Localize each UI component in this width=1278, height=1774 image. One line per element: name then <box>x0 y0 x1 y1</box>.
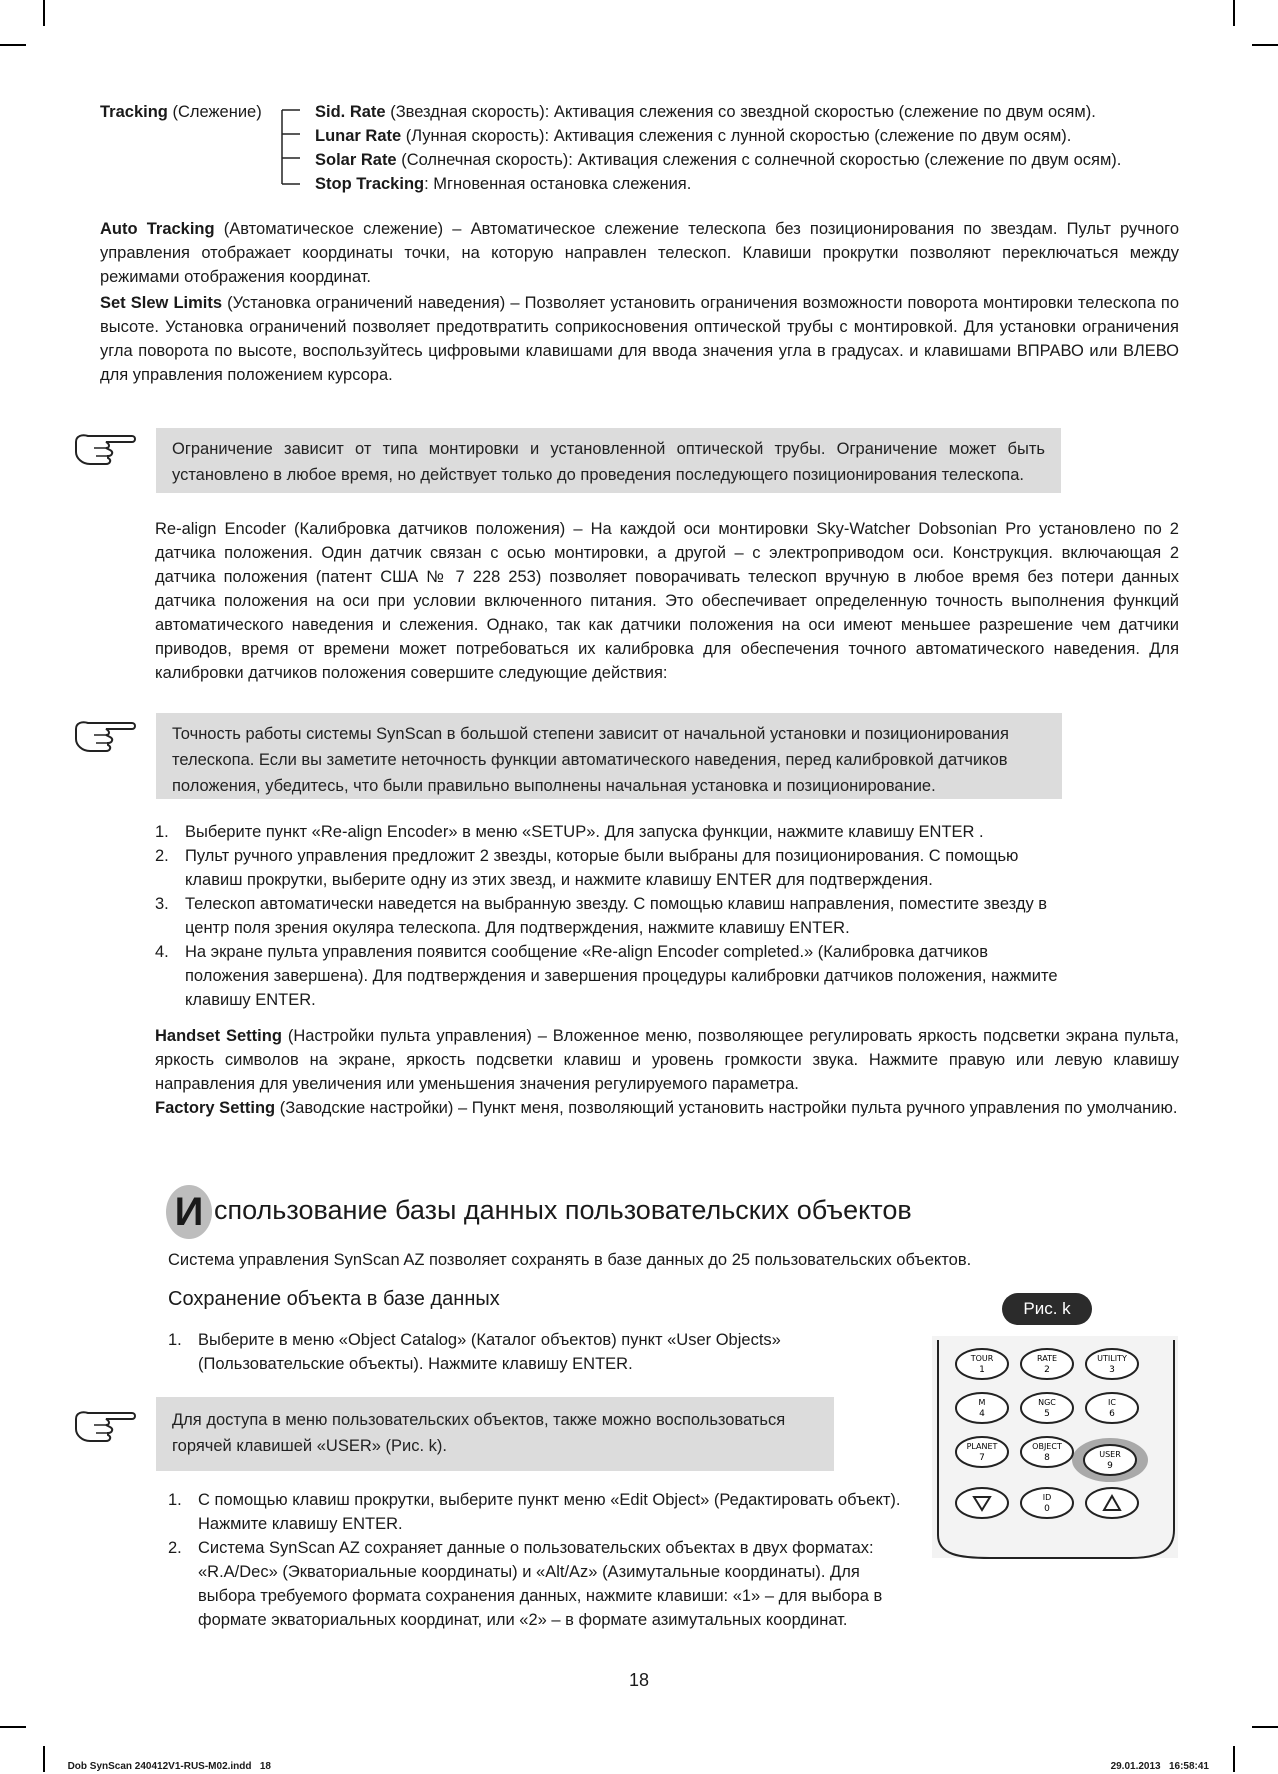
crop-mark <box>1252 44 1278 46</box>
page-number: 18 <box>628 1670 650 1690</box>
svg-text:TOUR: TOUR <box>970 1354 994 1363</box>
crop-mark <box>1233 0 1235 26</box>
tracking-tree-lines <box>280 100 304 190</box>
note-box: Ограничение зависит от типа монтировки и установленной оптической трубы. Ограничение может быть установлено в любое время, но действует только до проведения последующего позиционирования телескопа. <box>156 428 1061 493</box>
svg-text:9: 9 <box>1107 1461 1113 1471</box>
auto-tracking-paragraph: Auto Tracking (Автоматическое слежение) – Автоматическое слежение телескопа без позиционирования по звездам. Пульт ручного управления отображает координаты точки, на которую направлен телескоп. Клавиши прокрутки позволяют переключаться между режимами отображения координат. <box>100 220 1179 286</box>
note-box: Для доступа в меню пользовательских объектов, также можно воспользоваться горячей клавишей «USER» (Рис. k). <box>156 1397 834 1471</box>
key-user-9 <box>1084 1445 1136 1475</box>
realign-steps-list <box>155 820 1075 1012</box>
svg-text:NGC: NGC <box>1038 1398 1056 1407</box>
key-ic-6 <box>1086 1393 1138 1423</box>
crop-mark <box>43 1746 45 1772</box>
tracking-option: Solar Rate (Солнечная скорость): Активация слежения с солнечной скоростью (слежение по двум осям). <box>315 151 1122 169</box>
key-planet-7 <box>956 1437 1008 1467</box>
svg-text:IC: IC <box>1108 1398 1116 1407</box>
figure-label: Рис. k <box>1002 1293 1092 1325</box>
list-item: 4. На экране пульта управления появится сообщение «Re-align Encoder completed.» (Калибровка датчиков положения завершена). Для подтверждения и завершения процедуры калибровки датчиков положения, нажмите клавишу ENTER. <box>155 943 1058 1009</box>
svg-text:PLANET: PLANET <box>966 1442 998 1451</box>
crop-mark <box>0 44 26 46</box>
note-box: Точность работы системы SynScan в большой степени зависит от начальной установки и позиционирования телескопа. Если вы заметите неточность функции автоматического наведения, перед калибровкой датчиков положения, убедитесь, что были правильно выполнены начальная установка и позиционирование. <box>156 713 1062 799</box>
list-item: 2. Система SynScan AZ сохраняет данные о пользовательских объектах в двух форматах: «R.A/Dec» (Экваториальные координаты) и «Alt/Az» (Азимутальные координаты). Для выбора требуемого формата сохранения данных, нажмите клавиши: «1» – для выбора в формате экваториальных координат, или «2» – в формате азимутальных координат. <box>168 1539 883 1629</box>
key-object-8 <box>1021 1437 1073 1467</box>
list-item: 1. Выберите в меню «Object Catalog» (Каталог объектов) пункт «User Objects» (Пользовательские объекты). Нажмите клавишу ENTER. <box>168 1331 781 1373</box>
tracking-options <box>315 100 1195 196</box>
heading-drop-cap: И <box>166 1185 212 1239</box>
tracking-option: Stop Tracking: Мгновенная остановка слежения. <box>315 175 692 193</box>
slew-limits-paragraph: Set Slew Limits (Установка ограничений наведения) – Позволяет установить ограничения возможности поворота монтировки телескопа по высоте. Установка ограничений позволяет предотвратить соприкосновения оптической трубы с монтировкой. Для установки ограничения угла поворота по высоте, воспользуйтесь цифровыми клавишами для ввода значения угла в градусах. и клавишами ВПРАВО или ВЛЕВО для управления положением курсора. <box>100 294 1179 384</box>
svg-text:6: 6 <box>1109 1409 1115 1419</box>
svg-text:UTILITY: UTILITY <box>1097 1354 1127 1363</box>
footer-file-info: Dob SynScan 240412V1-RUS-M02.indd 18 <box>67 1761 271 1772</box>
key-m-4 <box>956 1393 1008 1423</box>
svg-text:OBJECT: OBJECT <box>1032 1442 1062 1451</box>
svg-text:8: 8 <box>1044 1453 1050 1463</box>
crop-mark <box>1252 1726 1278 1728</box>
tracking-option: Lunar Rate (Лунная скорость): Активация слежения с лунной скоростью (слежение по двум осям). <box>315 127 1072 145</box>
factory-setting-paragraph: Factory Setting (Заводские настройки) – Пункт меня, позволяющий установить настройки пульта ручного управления по умолчанию. <box>155 1099 1178 1117</box>
key-scroll-down <box>956 1488 1008 1518</box>
svg-text:0: 0 <box>1044 1504 1050 1514</box>
key-tour-1 <box>956 1349 1008 1379</box>
section-intro: Система управления SynScan AZ позволяет сохранять в базе данных до 25 пользовательских объектов. <box>168 1251 972 1269</box>
list-item: 1. С помощью клавиш прокрутки, выберите пункт меню «Edit Object» (Редактировать объект). Нажмите клавишу ENTER. <box>168 1491 901 1533</box>
svg-text:2: 2 <box>1044 1365 1050 1375</box>
section-subtitle: Сохранение объекта в базе данных <box>168 1288 500 1310</box>
svg-text:4: 4 <box>979 1409 985 1419</box>
list-item: 1. Выберите пункт «Re-align Encoder» в меню «SETUP». Для запуска функции, нажмите клавишу ENTER . <box>155 823 984 841</box>
pointing-hand-icon <box>72 715 138 755</box>
footer-date: 29.01.2013 16:58:41 <box>1110 1761 1209 1772</box>
svg-text:7: 7 <box>979 1453 985 1463</box>
svg-text:M: M <box>978 1398 986 1407</box>
svg-text:USER: USER <box>1099 1450 1121 1459</box>
tracking-option: Sid. Rate (Звездная скорость): Активация слежения со звездной скоростью (слежение по двум осям). <box>315 103 1096 121</box>
crop-mark <box>1233 1746 1235 1772</box>
section-heading <box>166 1183 912 1239</box>
svg-text:ID: ID <box>1042 1493 1052 1502</box>
pointing-hand-icon <box>72 428 138 468</box>
crop-mark <box>43 0 45 26</box>
key-scroll-up <box>1086 1488 1138 1518</box>
key-rate-2 <box>1021 1349 1073 1379</box>
key-ngc-5 <box>1021 1393 1073 1423</box>
key-id-0 <box>1021 1488 1073 1518</box>
svg-text:1: 1 <box>979 1365 985 1375</box>
list-item: 3. Телескоп автоматически наведется на выбранную звезду. С помощью клавиш направления, поместите звезду в центр поля зрения окуляра телескопа. Для подтверждения, нажмите клавишу ENTER. <box>155 895 1048 937</box>
user-object-step-list <box>168 1328 828 1376</box>
svg-text:3: 3 <box>1109 1365 1115 1375</box>
section-title: спользование базы данных пользовательских объектов <box>214 1195 912 1225</box>
list-item: 2. Пульт ручного управления предложит 2 звезды, которые были выбраны для позиционирования. С помощью клавиш прокрутки, выберите одну из этих звезд, и нажмите клавишу ENTER для подтверждения. <box>155 847 1019 889</box>
handset-setting-paragraph: Handset Setting (Настройки пульта управления) – Вложенное меню, позволяющее регулировать яркость подсветки экрана пульта, яркость символов на экране, яркость подсветки клавиш и уровень громкости звука. Нажмите правую или левую клавишу направления для увеличения или уменьшения значения регулируемого параметра. <box>155 1027 1179 1093</box>
edit-object-steps-list <box>168 1488 903 1632</box>
pointing-hand-icon <box>72 1405 138 1445</box>
svg-text:5: 5 <box>1044 1409 1050 1419</box>
realign-paragraph: Re-align Encoder (Калибровка датчиков положения) – На каждой оси монтировки Sky-Watcher Dobsonian Pro установлено по 2 датчика положения. Один датчик связан с осью монтировки, а другой – с электроприводом оси. Конструкция. включающая 2 датчика положения (патент США № 7 228 253) позволяет поворачивать телескоп вручную в любое время без потери данных датчика положения на оси при условии включенного питания. Это обеспечивает определенную точность выполнения функций автоматического наведения и слежения. Однако, так как датчики положения на оси имеют меньшее разрешение чем датчики приводов, время от времени может потребоваться их калибровка для обеспечения точного автоматического наведения. Для калибровки датчиков положения совершите следующие действия: <box>155 520 1179 682</box>
crop-mark <box>0 1726 26 1728</box>
tracking-term: Tracking (Слежение) <box>100 103 262 121</box>
keypad-figure <box>930 1330 1180 1560</box>
key-utility-3 <box>1086 1349 1138 1379</box>
svg-text:RATE: RATE <box>1036 1354 1058 1363</box>
